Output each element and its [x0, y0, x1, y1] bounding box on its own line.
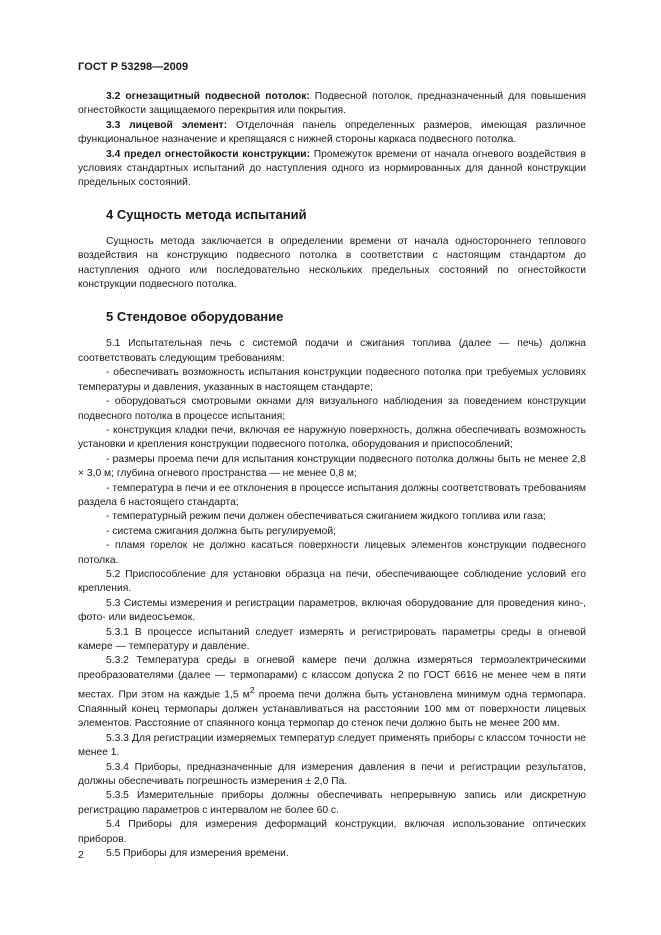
list-item: - пламя горелок не должно касаться поверхности лицевых элементов конструкции подвесного потолка. [78, 540, 586, 566]
clause-5-3-1: 5.3.1 В процессе испытаний следует измерять и регистрировать параметры среды в огневой камере — температуру и давление. [78, 626, 586, 652]
term-number: 3.3 [106, 119, 121, 131]
list-item: - система сжигания должна быть регулируемой; [106, 525, 336, 537]
term-definition: Промежуток времени от начала огневого воздействия в условиях стандартных испытаний до наступления одного из нормированных для данной конструкции предельных состояний. [78, 148, 586, 189]
list-item: - температура в печи и ее отклонения в процессе испытания должны соответствовать требованиям раздела 6 настоящего стандарта; [78, 482, 586, 508]
term-3-2 [78, 90, 586, 119]
term-name: предел огнестойкости конструкции: [124, 148, 311, 160]
clause-5-4: 5.4 Приборы для измерения деформаций конструкции, включая использование оптических приборов. [78, 819, 586, 845]
list-item: - оборудоваться смотровыми окнами для визуального наблюдения за поведением конструкции подвесного потолка в процессе испытания; [78, 396, 586, 422]
page-number: 2 [78, 849, 84, 861]
clause-5-3-3: 5.3.3 Для регистрации измеряемых температур следует применять приборы с классом точности не менее 1. [78, 732, 586, 759]
clause-5-3-5: 5.3.5 Измерительные приборы должны обеспечивать непрерывную запись или дискретную регистрацию параметров с интервалом не более 60 с. [78, 790, 586, 816]
document-header: ГОСТ Р 53298—2009 [78, 61, 189, 73]
section-4-title: 4 Сущность метода испытаний [106, 206, 307, 222]
clause-text: 5.3.2 Температура среды в огневой камере печи должна измеряться термоэлектрическими преобразователями (далее — термопарами) с классом допуска 2 по ГОСТ 6616 не менее чем в пяти местах. При этом на каждые 1,5 м [78, 655, 586, 701]
term-3-4 [78, 148, 586, 191]
term-definition: Отделочная панель определенных размеров, имеющая различное функциональное назначение и крепящаяся с нижней стороны каркаса подвесного потолка. [78, 119, 586, 146]
term-name: лицевой элемент: [129, 119, 228, 131]
clause-5-3: 5.3 Системы измерения и регистрации параметров, включая оборудование для проведения кино-, фото- или видеосъемок. [78, 597, 586, 624]
term-3-3 [78, 119, 586, 148]
section-4-text: Сущность метода заключается в определении времени от начала одностороннего теплового воздействия на конструкцию подвесного потолка в соответствии с настоящим стандартом до наступления одного или последовательно нескольких предельных состояний по огнестойкости конструкции подвесного потолка. [78, 235, 586, 291]
clause-5-1: 5.1 Испытательная печь с системой подачи и сжигания топлива (далее — печь) должна соответствовать следующим требованиям: [78, 338, 586, 364]
list-item: - размеры проема печи для испытания конструкции подвесного потолка должны быть не менее 2,8 × 3,0 м; глубина огневого пространства — не менее 0,8 м; [78, 453, 586, 480]
term-number: 3.4 [106, 148, 121, 160]
list-item: - конструкция кладки печи, включая ее наружную поверхность, должна обеспечивать возможность установки и крепления конструкции подвесного потолка, оборудования и приспособлений; [78, 424, 586, 451]
section-5-title: 5 Стендовое оборудование [106, 309, 284, 325]
term-name: огнезащитный подвесной потолок: [125, 91, 310, 102]
clause-5-5: 5.5 Приборы для измерения времени. [106, 848, 289, 860]
superscript: 2 [249, 685, 255, 696]
term-number: 3.2 [106, 91, 121, 102]
clause-5-2: 5.2 Приспособление для установки образца на печи, обеспечивающее соблюдение условий его крепления. [78, 568, 586, 595]
clause-5-3-2 [78, 654, 586, 731]
clause-5-3-4: 5.3.4 Приборы, предназначенные для измерения давления в печи и регистрации результатов, должны обеспечивать погрешность измерения ± 2,0 Па. [78, 761, 586, 788]
term-definition: Подвесной потолок, предназначенный для повышения огнестойкости защищаемого перекрытия или покрытия. [78, 91, 586, 117]
clause-text: проема печи должна быть установлена минимум одна термопара. Спаянный конец термопары должен устанавливаться на расстоянии 100 мм от поверхности лицевых элементов. Расстояние от спаянного конца термопар до стенок печи должно быть не менее 200 мм. [78, 689, 586, 730]
document-body [78, 90, 586, 862]
list-item: - обеспечивать возможность испытания конструкции подвесного потолка при требуемых условиях температуры и давления, указанных в настоящем стандарте; [78, 367, 586, 393]
list-item: - температурный режим печи должен обеспечиваться сжиганием жидкого топлива или газа; [106, 511, 546, 523]
